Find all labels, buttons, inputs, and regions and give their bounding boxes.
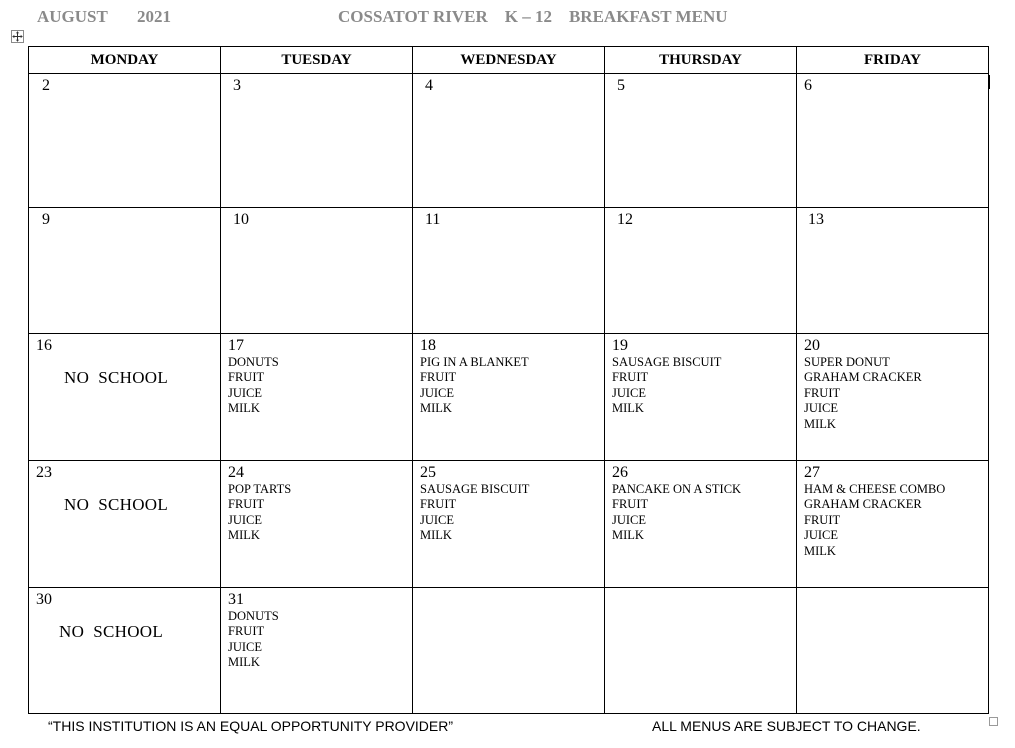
row-end-marker: [989, 75, 990, 89]
date-number: 6: [804, 77, 812, 94]
table-resize-handle[interactable]: [989, 717, 998, 726]
menu-item: MILK: [804, 416, 836, 431]
date-number: 17: [228, 337, 244, 354]
header-month: AUGUST: [37, 7, 108, 26]
date-number: 18: [420, 337, 436, 354]
day-cell: [221, 208, 413, 334]
footer-equal-opportunity: “THIS INSTITUTION IS AN EQUAL OPPORTUNITY PROVIDER”: [48, 718, 454, 734]
day-cell: [221, 461, 413, 588]
weekday-header-row: [29, 47, 989, 74]
no-school-note: NO SCHOOL: [59, 622, 164, 641]
menu-list: [420, 482, 604, 544]
day-cell: [605, 74, 797, 208]
menu-item: MILK: [420, 401, 452, 416]
footer-subject-to-change: ALL MENUS ARE SUBJECT TO CHANGE.: [652, 718, 921, 734]
day-cell: [221, 334, 413, 461]
menu-item: FRUIT: [228, 624, 265, 639]
menu-item: SAUSAGE BISCUIT: [420, 482, 530, 496]
menu-item: POP TARTS: [228, 482, 292, 496]
day-cell: [413, 208, 605, 334]
date-number: 2: [42, 77, 50, 94]
menu-list: [420, 355, 604, 417]
no-school-note: NO SCHOOL: [64, 368, 169, 387]
menu-item: FRUIT: [420, 370, 457, 385]
date-number: 27: [804, 464, 820, 481]
weekday-header: WEDNESDAY: [413, 47, 605, 74]
menu-item: PANCAKE ON A STICK: [612, 482, 742, 496]
day-cell: [413, 461, 605, 588]
day-cell: [797, 74, 989, 208]
day-cell: [29, 588, 221, 714]
header-year: 2021: [137, 7, 171, 26]
menu-item: SAUSAGE BISCUIT: [612, 355, 722, 369]
date-number: 23: [36, 464, 52, 481]
week-row: [29, 461, 989, 588]
menu-item: MILK: [228, 655, 260, 670]
weekday-header: THURSDAY: [605, 47, 797, 74]
menu-item: PIG IN A BLANKET: [420, 355, 529, 369]
week-row: [29, 74, 989, 208]
date-number: 9: [42, 211, 50, 228]
date-number: 31: [228, 591, 244, 608]
menu-item: FRUIT: [804, 512, 841, 527]
weekday-header: MONDAY: [29, 47, 221, 74]
menu-item: JUICE: [612, 385, 647, 400]
menu-item: MILK: [804, 543, 836, 558]
day-cell: [605, 334, 797, 461]
menu-item: DONUTS: [228, 609, 279, 623]
weekday-header: TUESDAY: [221, 47, 413, 74]
menu-item: GRAHAM CRACKER: [804, 370, 922, 385]
menu-item: DONUTS: [228, 355, 279, 369]
date-number: 10: [233, 211, 249, 228]
date-number: 16: [36, 337, 52, 354]
date-number: 19: [612, 337, 628, 354]
week-row: [29, 588, 989, 714]
date-number: 25: [420, 464, 436, 481]
menu-item: MILK: [228, 401, 260, 416]
menu-list: [228, 609, 412, 671]
date-number: 30: [36, 591, 52, 608]
move-arrows-icon[interactable]: [11, 30, 24, 43]
menu-item: FRUIT: [420, 497, 457, 512]
menu-item: SUPER DONUT: [804, 355, 890, 369]
day-cell-empty: [797, 588, 989, 714]
menu-item: GRAHAM CRACKER: [804, 497, 922, 512]
menu-item: JUICE: [228, 512, 263, 527]
date-number: 4: [425, 77, 433, 94]
date-number: 24: [228, 464, 244, 481]
menu-item: MILK: [420, 528, 452, 543]
day-cell: [797, 208, 989, 334]
menu-list: [228, 355, 412, 417]
day-cell-empty: [413, 588, 605, 714]
menu-item: FRUIT: [228, 497, 265, 512]
day-cell: [797, 461, 989, 588]
menu-list: [612, 482, 796, 544]
day-cell: [221, 74, 413, 208]
menu-list: [804, 482, 988, 559]
menu-item: JUICE: [612, 512, 647, 527]
day-cell: [29, 334, 221, 461]
menu-item: JUICE: [420, 512, 455, 527]
menu-item: JUICE: [804, 528, 839, 543]
menu-list: [804, 355, 988, 432]
date-number: 5: [617, 77, 625, 94]
date-number: 26: [612, 464, 628, 481]
date-number: 11: [425, 211, 441, 228]
day-cell: [605, 461, 797, 588]
date-number: 12: [617, 211, 633, 228]
no-school-note: NO SCHOOL: [64, 495, 169, 514]
menu-item: FRUIT: [228, 370, 265, 385]
day-cell: [797, 334, 989, 461]
date-number: 3: [233, 77, 241, 94]
menu-item: MILK: [612, 528, 644, 543]
week-row: [29, 208, 989, 334]
menu-item: HAM & CHEESE COMBO: [804, 482, 946, 496]
menu-list: [612, 355, 796, 417]
week-row: [29, 334, 989, 461]
menu-item: JUICE: [228, 385, 263, 400]
menu-item: JUICE: [804, 401, 839, 416]
menu-calendar-table: [28, 46, 989, 714]
day-cell: [605, 208, 797, 334]
day-cell: [413, 74, 605, 208]
header-title: COSSATOT RIVER K – 12 BREAKFAST MENU: [338, 7, 728, 26]
menu-item: FRUIT: [612, 370, 649, 385]
day-cell: [29, 74, 221, 208]
menu-item: FRUIT: [804, 385, 841, 400]
day-cell-empty: [605, 588, 797, 714]
menu-item: FRUIT: [612, 497, 649, 512]
day-cell: [221, 588, 413, 714]
date-number: 13: [808, 211, 824, 228]
date-number: 20: [804, 337, 820, 354]
menu-list: [228, 482, 412, 544]
menu-item: JUICE: [420, 385, 455, 400]
day-cell: [29, 208, 221, 334]
menu-item: MILK: [228, 528, 260, 543]
menu-item: MILK: [612, 401, 644, 416]
menu-item: JUICE: [228, 639, 263, 654]
day-cell: [413, 334, 605, 461]
day-cell: [29, 461, 221, 588]
weekday-header: FRIDAY: [797, 47, 989, 74]
